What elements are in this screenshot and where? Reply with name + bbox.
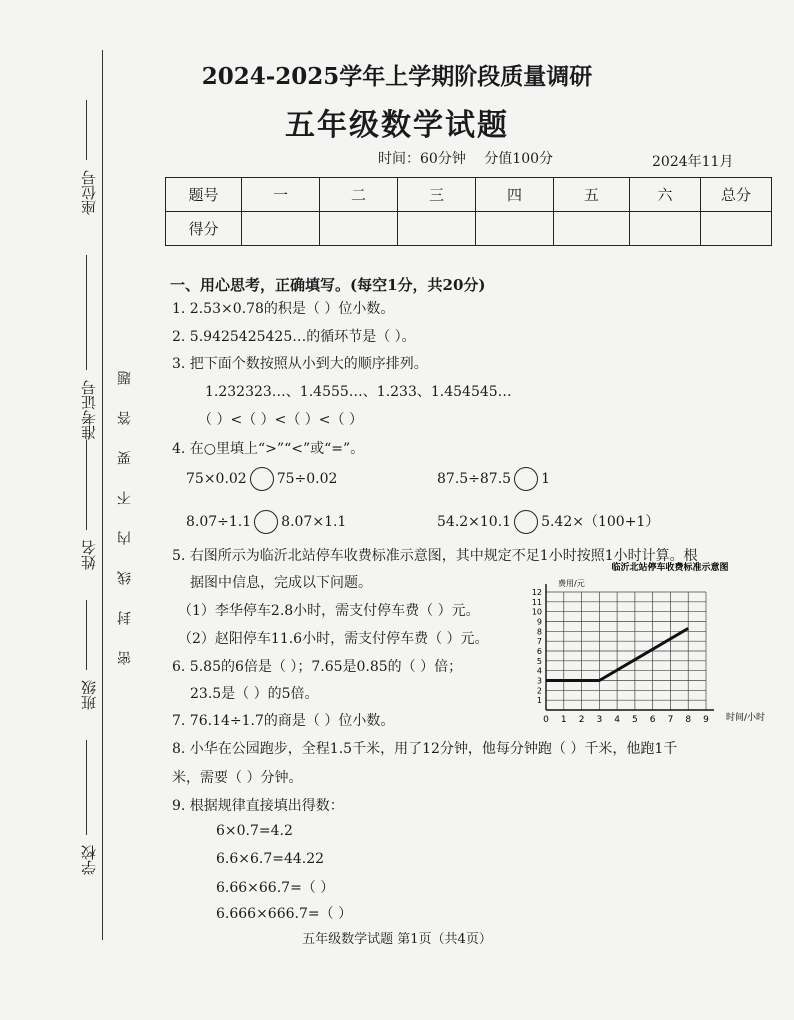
school-underline bbox=[86, 740, 87, 835]
score-input-cell[interactable] bbox=[554, 212, 630, 246]
question-3: 3. 把下面个数按照从小到大的顺序排列。 bbox=[172, 356, 428, 372]
chart-y-tick-label: 2 bbox=[536, 686, 542, 696]
chart-y-tick-label: 10 bbox=[531, 607, 542, 617]
score-table-score-row bbox=[166, 212, 772, 246]
chart-x-tick-label: 2 bbox=[578, 715, 585, 725]
q4a-right: 75÷0.02 bbox=[276, 471, 338, 487]
chart-y-tick-label: 3 bbox=[536, 676, 542, 686]
chart-y-tick-label: 9 bbox=[536, 617, 542, 627]
name-label: 姓名 bbox=[80, 540, 98, 570]
q4d-right: 5.42×（100+1） bbox=[541, 514, 660, 530]
question-5-2: （2）赵阳停车11.6小时，需支付停车费（ ）元。 bbox=[178, 631, 489, 647]
class-underline bbox=[86, 600, 87, 670]
chart-x-tick-label: 0 bbox=[543, 715, 549, 725]
question-8: 8. 小华在公园跑步，全程1.5千米，用了12分钟，他每分钟跑（ ）千米，他跑1千 bbox=[172, 741, 678, 757]
score-cell: 总分 bbox=[701, 178, 772, 212]
question-4c bbox=[186, 510, 346, 534]
question-9-4: 6.666×666.7=（ ） bbox=[216, 906, 353, 922]
compare-circle[interactable] bbox=[514, 510, 538, 534]
chart-title: 临沂北站停车收费标准示意图 bbox=[611, 563, 729, 573]
chart-ylabel: 费用/元 bbox=[558, 579, 585, 588]
question-9: 9. 根据规律直接填出得数： bbox=[172, 798, 344, 814]
question-3-numbers: 1.232323…、1.4555…、1.233、1.454545… bbox=[205, 384, 512, 400]
compare-circle[interactable] bbox=[250, 467, 274, 491]
score-input-cell[interactable] bbox=[398, 212, 476, 246]
q4b-right: 1 bbox=[541, 471, 550, 487]
chart-x-tick-label: 5 bbox=[632, 715, 638, 725]
question-5-cont: 据图中信息，完成以下问题。 bbox=[190, 575, 372, 591]
section-1-heading: 一、用心思考，正确填写。(每空1分，共20分) bbox=[170, 276, 486, 294]
question-6: 6. 5.85的6倍是（ ）；7.65是0.85的（ ）倍； bbox=[172, 659, 463, 675]
score-table bbox=[165, 177, 772, 246]
chart-y-tick-label: 11 bbox=[531, 597, 542, 607]
chart-x-tick-label: 4 bbox=[614, 715, 620, 725]
chart-xlabel: 时间/小时 bbox=[726, 713, 766, 723]
score-cell: 题号 bbox=[166, 178, 242, 212]
class-label: 班级 bbox=[80, 680, 98, 710]
question-1: 1. 2.53×0.78的积是（ ）位小数。 bbox=[172, 301, 395, 317]
seal-line bbox=[102, 50, 103, 940]
question-6-cont: 23.5是（ ）的5倍。 bbox=[190, 686, 319, 702]
question-4b bbox=[437, 467, 550, 491]
exam-meta bbox=[378, 148, 567, 168]
question-4: 4. 在○里填上“>”“<”或“=”。 bbox=[172, 441, 365, 457]
chart-x-tick-label: 9 bbox=[703, 715, 709, 725]
question-9-2: 6.6×6.7=44.22 bbox=[216, 851, 325, 867]
score-cell: 一 bbox=[242, 178, 320, 212]
score-input-cell[interactable] bbox=[701, 212, 772, 246]
question-8-cont: 米，需要（ ）分钟。 bbox=[172, 770, 303, 786]
question-7: 7. 76.14÷1.7的商是（ ）位小数。 bbox=[172, 713, 395, 729]
chart-x-tick-label: 3 bbox=[596, 715, 603, 725]
question-5: 5. 右图所示为临沂北站停车收费标准示意图，其中规定不足1小时按照1小时计算。根 bbox=[172, 548, 698, 564]
seal-warning: 密封线内不要答题 bbox=[117, 345, 133, 665]
ticket-underline bbox=[86, 255, 87, 370]
score-cell: 三 bbox=[398, 178, 476, 212]
chart-x-tick-label: 7 bbox=[667, 715, 674, 725]
score-cell: 五 bbox=[554, 178, 630, 212]
seat-label: 座位号 bbox=[80, 170, 98, 215]
school-label: 学校 bbox=[80, 845, 98, 875]
question-5-1: （1）李华停车2.8小时，需支付停车费（ ）元。 bbox=[178, 603, 480, 619]
name-underline bbox=[86, 440, 87, 530]
chart-y-tick-label: 12 bbox=[531, 588, 542, 597]
parking-fee-chart bbox=[530, 560, 790, 730]
chart-y-tick-label: 5 bbox=[536, 656, 542, 666]
exam-period-title: 2024-2025学年上学期阶段质量调研 bbox=[201, 63, 593, 90]
score-cell: 得分 bbox=[166, 212, 242, 246]
question-4a bbox=[186, 467, 337, 491]
compare-circle[interactable] bbox=[254, 510, 278, 534]
question-4d bbox=[437, 510, 659, 534]
exam-title: 五年级数学试题 bbox=[285, 108, 509, 143]
page-footer: 五年级数学试题 第1页（共4页） bbox=[302, 932, 492, 947]
score-cell: 六 bbox=[630, 178, 701, 212]
score-input-cell[interactable] bbox=[320, 212, 398, 246]
question-3-blanks: （ ）<（ ）<（ ）<（ ） bbox=[198, 412, 363, 428]
score-cell: 四 bbox=[476, 178, 554, 212]
question-9-3: 6.66×66.7=（ ） bbox=[216, 880, 335, 896]
q4b-left: 87.5÷87.5 bbox=[437, 471, 512, 487]
ticket-label: 准考证号 bbox=[80, 380, 98, 440]
q4a-left: 75×0.02 bbox=[186, 471, 247, 487]
question-9-1: 6×0.7=4.2 bbox=[216, 823, 293, 839]
compare-circle[interactable] bbox=[514, 467, 538, 491]
score-cell: 二 bbox=[320, 178, 398, 212]
chart-y-tick-label: 4 bbox=[536, 666, 542, 676]
q4c-right: 8.07×1.1 bbox=[281, 514, 347, 530]
chart-y-tick-label: 6 bbox=[536, 647, 542, 656]
chart-y-tick-label: 1 bbox=[536, 696, 542, 706]
question-2: 2. 5.9425425425…的循环节是（ ）。 bbox=[172, 329, 416, 345]
chart-x-tick-label: 1 bbox=[560, 715, 567, 725]
q4d-left: 54.2×10.1 bbox=[437, 514, 512, 530]
chart-x-tick-label: 8 bbox=[685, 715, 692, 725]
exam-date: 2024年11月 bbox=[652, 154, 734, 170]
q4c-left: 8.07÷1.1 bbox=[186, 514, 252, 530]
score-input-cell[interactable] bbox=[476, 212, 554, 246]
score-input-cell[interactable] bbox=[630, 212, 701, 246]
chart-y-tick-label: 7 bbox=[536, 637, 542, 647]
chart-x-tick-label: 6 bbox=[649, 715, 656, 725]
chart-svg bbox=[530, 560, 790, 730]
score-table-header-row bbox=[166, 178, 772, 212]
chart-y-tick-label: 8 bbox=[536, 627, 542, 637]
total-score: 分值100分 bbox=[484, 151, 554, 167]
score-input-cell[interactable] bbox=[242, 212, 320, 246]
time-limit: 时间：60分钟 bbox=[378, 151, 466, 167]
